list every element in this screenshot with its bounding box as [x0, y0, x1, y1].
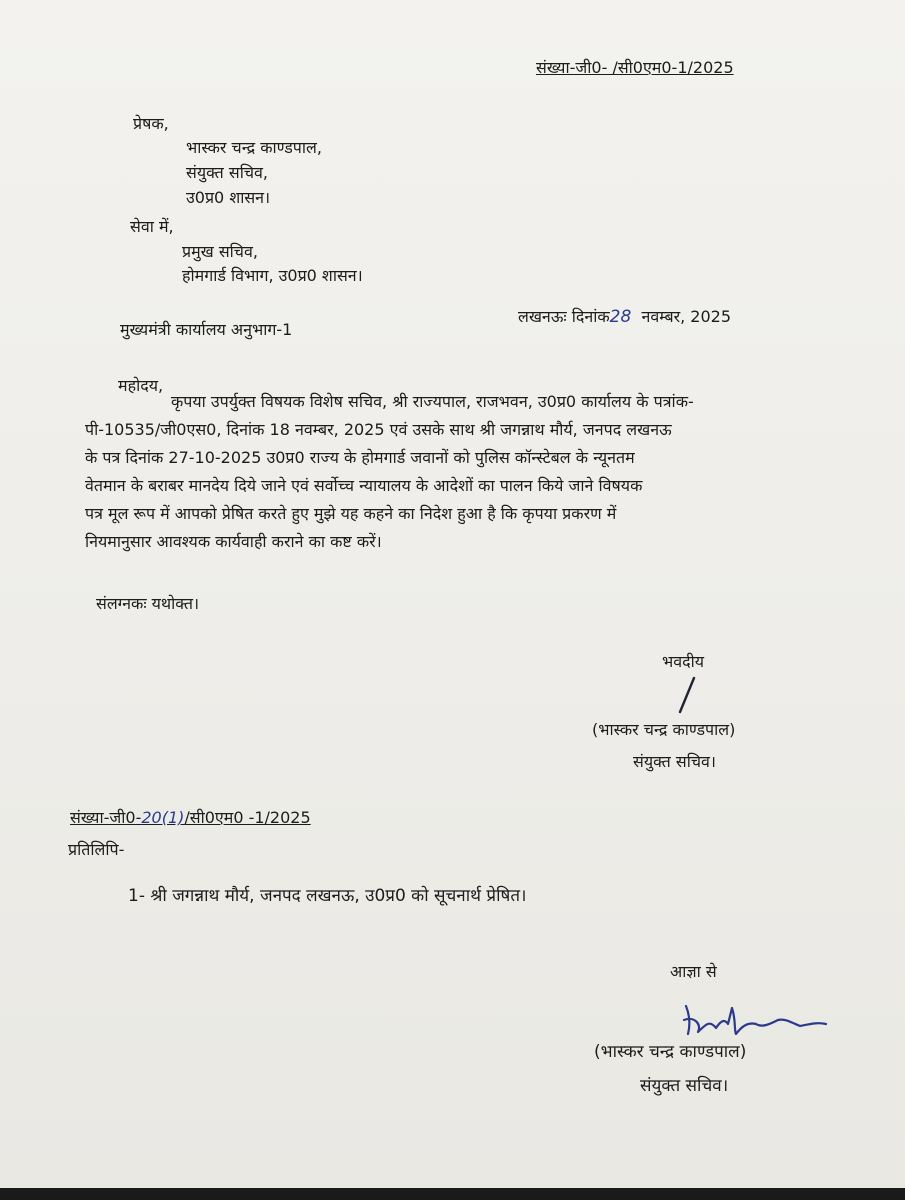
- signatory-designation-1: संयुक्त सचिव।: [633, 752, 716, 771]
- date-line: [518, 307, 731, 327]
- signatory-name-1: (भास्कर चन्द्र काण्डपाल): [592, 720, 736, 739]
- section-name: मुख्यमंत्री कार्यालय अनुभाग-1: [120, 320, 293, 339]
- recipient-department: होमगार्ड विभाग, उ0प्र0 शासन।: [182, 266, 363, 285]
- date-prefix: लखनऊः दिनांक: [518, 307, 610, 326]
- body-line: कृपया उपर्युक्त विषयक विशेष सचिव, श्री राज्यपाल, राजभवन, उ0प्र0 कार्यालय के पत्रांक-: [171, 392, 694, 411]
- date-suffix: नवम्बर, 2025: [641, 307, 732, 326]
- copy-ref-suffix: /सी0एम0 -1/2025: [184, 808, 311, 827]
- enclosure: संलग्नकः यथोक्त।: [96, 594, 200, 613]
- sender-name: भास्कर चन्द्र काण्डपाल,: [186, 138, 322, 157]
- copy-label: प्रतिलिपि-: [68, 840, 125, 859]
- photo-edge: [0, 1188, 905, 1200]
- sender-office: उ0प्र0 शासन।: [186, 188, 271, 207]
- signatory-name-2: (भास्कर चन्द्र काण्डपाल): [594, 1042, 747, 1062]
- recipient-label: सेवा में,: [130, 217, 174, 236]
- signature-stroke-1: [672, 676, 702, 716]
- handwritten-signature: [676, 994, 836, 1044]
- closing-1: भवदीय: [662, 652, 705, 671]
- body-line: नियमानुसार आवश्यक कार्यवाही कराने का कष्ट करें।: [85, 532, 382, 551]
- reference-number: संख्या-जी0- /सी0एम0-1/2025: [536, 58, 734, 77]
- copy-reference-number: [70, 808, 311, 827]
- recipient-designation: प्रमुख सचिव,: [182, 242, 258, 261]
- sender-label: प्रेषक,: [133, 114, 169, 133]
- closing-2: आज्ञा से: [670, 962, 717, 981]
- copy-ref-handwritten: 20(1): [141, 808, 185, 827]
- body-line: पी-10535/जी0एस0, दिनांक 18 नवम्बर, 2025 एवं उसके साथ श्री जगन्नाथ मौर्य, जनपद लखनऊ: [85, 420, 672, 439]
- sender-designation: संयुक्त सचिव,: [186, 163, 268, 182]
- body-line: के पत्र दिनांक 27-10-2025 उ0प्र0 राज्य के होमगार्ड जवानों को पुलिस कॉन्स्टेबल के न्यूनतम: [85, 448, 635, 467]
- date-day-handwritten: 28: [609, 307, 632, 327]
- signatory-designation-2: संयुक्त सचिव।: [640, 1076, 729, 1096]
- letter-body: [85, 388, 825, 556]
- copy-item: 1- श्री जगन्नाथ मौर्य, जनपद लखनऊ, उ0प्र0 को सूचनार्थ प्रेषित।: [128, 886, 527, 906]
- salutation: महोदय,: [118, 376, 164, 395]
- copy-ref-prefix: संख्या-जी0-: [70, 808, 142, 827]
- body-line: पत्र मूल रूप में आपको प्रेषित करते हुए मुझे यह कहने का निदेश हुआ है कि कृपया प्रकरण में: [85, 504, 617, 523]
- body-line: वेतमान के बराबर मानदेय दिये जाने एवं सर्वोच्च न्यायालय के आदेशों का पालन किये जाने विषयक: [85, 476, 643, 495]
